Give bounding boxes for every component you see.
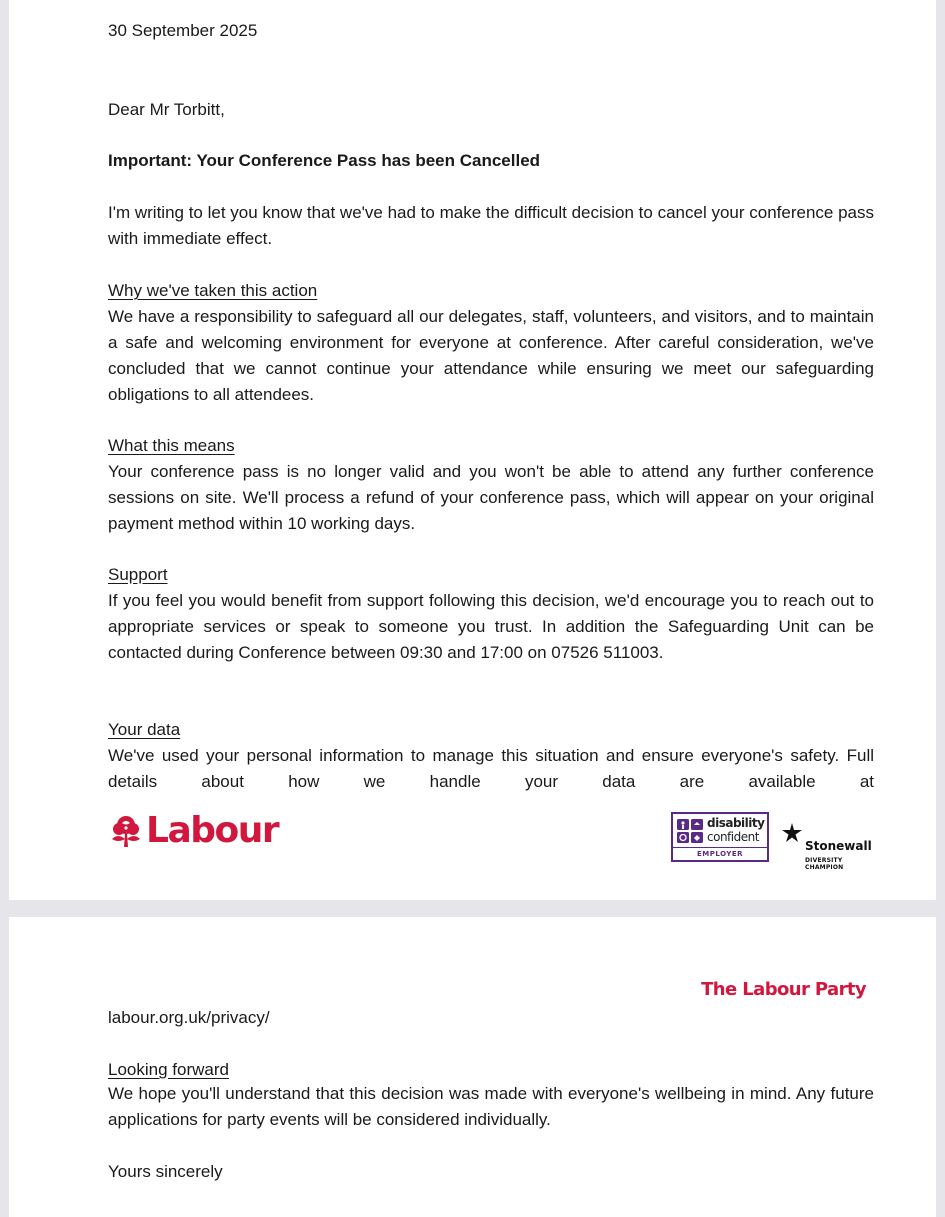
employer-strip: EMPLOYER	[673, 847, 767, 860]
data-body: We've used your personal information to manage this situation and ensure everyone's safety. Full details about how we handle your data are available at	[108, 746, 874, 791]
letter-date: 30 September 2025	[108, 21, 258, 40]
labour-rose-icon	[108, 813, 144, 849]
stonewall-logo	[781, 822, 871, 870]
labour-logo	[108, 808, 278, 854]
why-body: We have a responsibility to safeguard all our delegates, staff, volunteers, and visitors, and to maintain a safe and welcoming environment for everyone at conference. After careful consideration, we've concluded that we cannot continue your attendance while ensuring we meet our safeguarding obligations to all attendees.	[108, 307, 874, 404]
means-body: Your conference pass is no longer valid and you won't be able to attend any further conference sessions on site. We'll process a refund of your conference pass, which will appear on your original payment method within 10 working days.	[108, 462, 874, 533]
labour-wordmark: Labour	[146, 810, 279, 851]
disability-confident-badge	[671, 812, 769, 862]
why-heading: Why we've taken this action	[108, 281, 318, 300]
disability-label: disability	[707, 816, 765, 830]
forward-body: We hope you'll understand that this decision was made with everyone's wellbeing in mind. Any future applications for party events will be considered individually.	[108, 1084, 874, 1129]
subject-line: Important: Your Conference Pass has been Cancelled	[108, 151, 541, 170]
party-heading: The Labour Party	[701, 979, 866, 1000]
intro-paragraph: I'm writing to let you know that we've had to make the difficult decision to cancel your conference pass with immediate effect.	[108, 203, 874, 248]
support-heading: Support	[108, 565, 168, 584]
letter-page-1	[9, 0, 936, 900]
signoff: Yours sincerely	[108, 1162, 223, 1181]
salutation: Dear Mr Torbitt,	[108, 100, 225, 119]
stonewall-star-icon	[781, 822, 803, 844]
disability-symbols-icon	[677, 819, 705, 845]
letter-page-2	[9, 917, 936, 1217]
forward-heading: Looking forward	[108, 1060, 229, 1079]
data-heading: Your data	[108, 720, 181, 739]
confident-label: confident	[707, 830, 759, 844]
means-heading: What this means	[108, 436, 235, 455]
stonewall-name: Stonewall	[805, 839, 872, 853]
support-body: If you feel you would benefit from support following this decision, we'd encourage you to reach out to appropriate services or speak to someone you trust. In addition the Safeguarding Unit can be contacted during Conference between 09:30 and 17:00 on 07526 511003.	[108, 591, 874, 662]
stonewall-subtitle: DIVERSITY CHAMPION	[805, 857, 844, 871]
privacy-link[interactable]: labour.org.uk/privacy/	[108, 1008, 270, 1027]
